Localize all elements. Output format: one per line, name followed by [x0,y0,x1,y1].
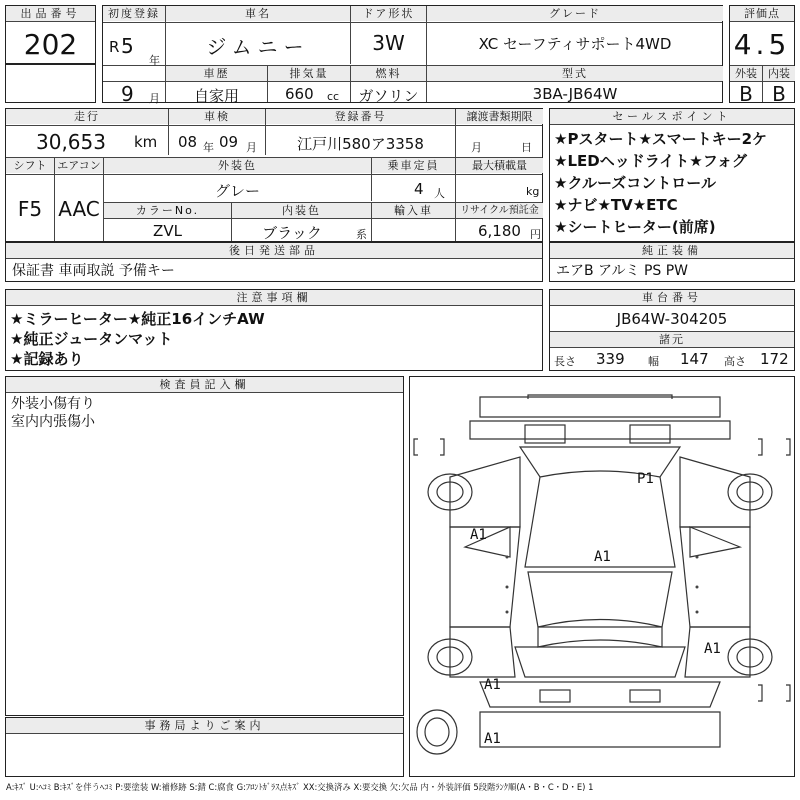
damage-mark: A1 [484,731,501,747]
inspector-box [5,376,404,716]
damage-mark: A1 [484,677,501,693]
note-item: ★記録あり [10,350,84,368]
plate-number: 江戸川580ア3358 [297,135,424,153]
fuel: ガソリン [358,87,419,105]
length: 339 [596,350,625,368]
inspection-year-unit: 年 [203,141,214,154]
score-box [729,5,795,106]
damage-mark: A1 [704,641,721,657]
damage-mark: P1 [637,471,654,487]
first-reg-month: 9 [121,82,134,106]
inspector-label: 検査員記入欄 [6,377,403,393]
car-name: ジムニー [206,35,310,59]
legend-footer: A:ｷｽﾞ U:ﾍｺﾐ B:ｷｽﾞを伴うﾍｺﾐ P:要塗装 W:補修跡 S:錆 C:腐食 G:ﾌﾛﾝﾄｶﾞﾗｽ点ｷｽﾞ XX:交換済み X:要交換 欠:欠品 内・外装評価 5段階ﾗﾝｸ順(A・B・C・D・E) 1 [6,782,594,792]
score-label: 評価点 [730,6,794,22]
sales-point-item: ★ナビ★TV★ETC [554,196,678,214]
plate-label: 登録番号 [266,109,455,124]
inspection-label: 車検 [169,109,265,124]
grade-label: グレード [427,6,723,21]
lot-box-lower [5,64,96,103]
damage-mark: A1 [470,527,487,543]
note-item: ★純正ジュータンマット [10,330,173,348]
damage-mark: A1 [594,549,611,565]
chassis-number: JB64W-304205 [616,310,728,328]
color-no: ZVL [153,222,182,240]
inspector-line: 外装小傷有り [11,396,95,412]
model-code: 3BA-JB64W [532,85,618,103]
grade: XC セーフティサポート4WD [478,35,672,53]
door-type: 3W [372,31,405,55]
equipment: エアB アルミ PS PW [556,263,689,279]
ext-grade: B [739,82,753,106]
displacement-unit: cc [327,90,340,103]
int-color-unit: 系 [356,228,367,241]
width-label: 幅 [648,355,659,368]
sales-points-box [549,108,795,242]
lot-box [5,5,96,64]
vehicle-header-box [102,5,723,106]
recycle: 6,180 [478,222,521,240]
ac-label: エアコン [55,158,103,173]
model-label: 型式 [427,66,723,81]
history-label: 車歴 [166,66,267,81]
load-label: 最大積載量 [456,158,543,173]
specs-label: 諸元 [550,332,794,348]
mileage: 30,653 [36,130,106,154]
shift: F5 [17,197,43,221]
capacity-unit: 人 [434,187,445,200]
notes-label: 注意事項欄 [6,290,542,306]
transfer-label: 譲渡書類期限 [456,109,543,124]
transfer-day: 日 [521,141,532,154]
score: 4.5 [733,28,791,61]
transfer-month: 月 [471,141,482,154]
inspection-month-unit: 月 [246,141,257,154]
history: 自家用 [193,87,239,105]
displacement-label: 排気量 [268,66,350,81]
ext-color: グレー [214,182,260,200]
ext-grade-label: 外装 [730,66,762,81]
color-no-label: カラーNo. [104,203,231,218]
recycle-unit: 円 [530,228,541,241]
mileage-label: 走行 [6,109,168,124]
year-unit: 年 [149,54,160,67]
recycle-label: リサイクル預託金 [456,203,543,218]
lot-label: 出品番号 [6,6,95,22]
car-name-label: 車名 [166,6,350,21]
first-reg-year: 5 [121,34,134,58]
later-parts-label: 後日発送部品 [6,243,542,259]
int-color-label: 内装色 [232,203,371,218]
office-box [5,717,404,777]
import-label: 輸入車 [372,203,455,218]
ext-color-label: 外装色 [104,158,371,173]
sales-point-item: ★クルーズコントロール [554,174,716,192]
int-grade-label: 内装 [763,66,795,81]
inspection-month: 09 [219,133,239,151]
office-label: 事務局よりご案内 [6,718,403,734]
later-parts: 保証書 車両取説 予備キー [12,263,175,279]
door-label: ドア形状 [351,6,426,21]
note-item: ★ミラーヒーター★純正16インチAW [10,310,265,328]
notes-box [5,289,543,371]
length-label: 長さ [554,355,576,368]
car-outline-diagram [410,377,794,776]
int-color: ブラック [262,224,322,242]
sales-point-item: ★Pスタート★スマートキー2ケ [554,130,768,148]
ac: AAC [58,197,100,221]
damage-diagram [409,376,795,777]
equipment-label: 純正装備 [550,243,794,259]
capacity: 4 [414,180,424,198]
load-unit: kg [526,185,540,198]
height: 172 [760,350,789,368]
sales-point-item: ★シートヒーター(前席) [554,218,716,236]
fuel-label: 燃料 [351,66,426,81]
capacity-label: 乗車定員 [372,158,455,173]
month-unit: 月 [149,92,160,105]
chassis-box [549,289,795,371]
sales-point-item: ★LEDヘッドライト★フォグ [554,152,747,170]
shift-label: シフト [6,158,54,173]
details-box [5,108,543,242]
inspection-year: 08 [178,133,198,151]
mileage-unit: km [134,133,158,151]
equipment-box [549,242,795,282]
int-grade: B [772,82,786,106]
era: R [109,38,120,56]
later-parts-box [5,242,543,282]
chassis-label: 車台番号 [550,290,794,306]
height-label: 高さ [724,355,746,368]
displacement: 660 [285,85,314,103]
lot-number: 202 [23,28,78,61]
width: 147 [680,350,709,368]
inspector-line: 室内内張傷小 [11,414,95,430]
sales-points-label: セールスポイント [550,109,794,125]
first-reg-label: 初度登録 [103,6,165,21]
